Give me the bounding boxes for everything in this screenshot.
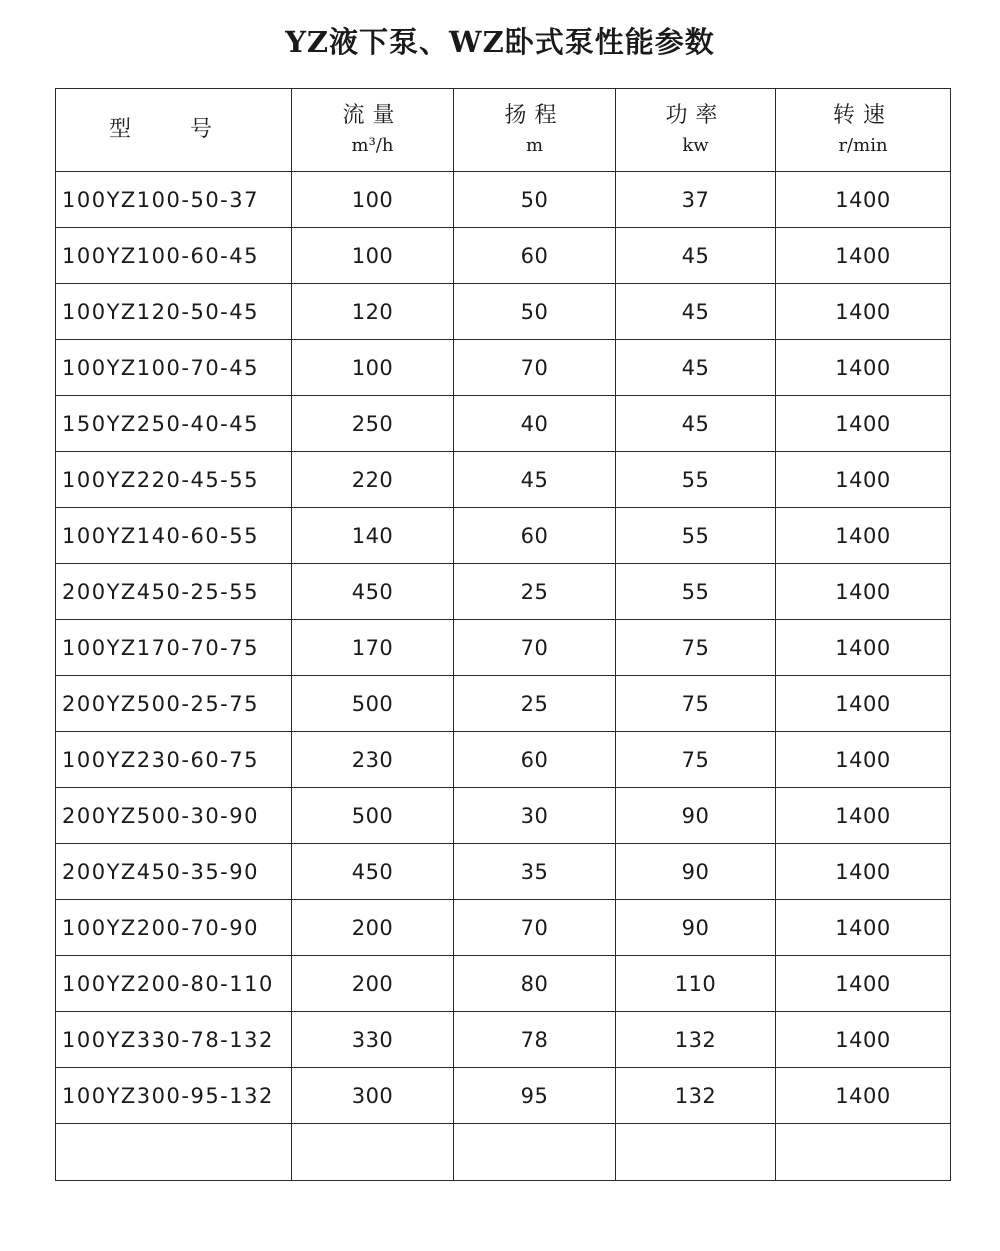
blank-cell — [292, 1124, 454, 1181]
cell-flow: 230 — [292, 732, 454, 788]
cell-flow: 450 — [292, 564, 454, 620]
cell-model: 200YZ500-30-90 — [56, 788, 292, 844]
header-head — [454, 89, 616, 172]
table-row — [56, 396, 951, 452]
cell-speed: 1400 — [776, 564, 951, 620]
table-body — [56, 172, 951, 1181]
header-model — [56, 89, 292, 172]
cell-head: 30 — [454, 788, 616, 844]
cell-model: 100YZ100-60-45 — [56, 228, 292, 284]
cell-flow: 100 — [292, 172, 454, 228]
header-model-label: 型 号 — [109, 117, 238, 142]
cell-flow: 300 — [292, 1068, 454, 1124]
cell-model: 100YZ200-80-110 — [56, 956, 292, 1012]
table-row — [56, 956, 951, 1012]
cell-power: 37 — [616, 172, 776, 228]
cell-model: 100YZ100-50-37 — [56, 172, 292, 228]
table-row — [56, 1012, 951, 1068]
cell-speed: 1400 — [776, 620, 951, 676]
cell-power: 45 — [616, 284, 776, 340]
blank-cell — [454, 1124, 616, 1181]
header-speed — [776, 89, 951, 172]
cell-power: 45 — [616, 396, 776, 452]
header-speed-unit: r/min — [838, 135, 888, 156]
pump-spec-table — [55, 88, 951, 1181]
header-speed-label: 转速 — [832, 103, 893, 128]
blank-cell — [56, 1124, 292, 1181]
table-row — [56, 340, 951, 396]
cell-model: 200YZ450-35-90 — [56, 844, 292, 900]
table-row — [56, 1068, 951, 1124]
cell-head: 60 — [454, 228, 616, 284]
header-row — [56, 89, 951, 172]
cell-flow: 500 — [292, 788, 454, 844]
table-row — [56, 620, 951, 676]
table-row — [56, 676, 951, 732]
cell-head: 40 — [454, 396, 616, 452]
cell-power: 90 — [616, 900, 776, 956]
cell-power: 110 — [616, 956, 776, 1012]
header-power — [616, 89, 776, 172]
cell-model: 150YZ250-40-45 — [56, 396, 292, 452]
table-row — [56, 284, 951, 340]
cell-power: 75 — [616, 676, 776, 732]
cell-power: 55 — [616, 564, 776, 620]
cell-flow: 500 — [292, 676, 454, 732]
cell-flow: 200 — [292, 900, 454, 956]
cell-speed: 1400 — [776, 732, 951, 788]
cell-head: 80 — [454, 956, 616, 1012]
cell-speed: 1400 — [776, 340, 951, 396]
cell-speed: 1400 — [776, 284, 951, 340]
header-head-label: 扬程 — [504, 103, 565, 128]
blank-cell — [776, 1124, 951, 1181]
cell-flow: 100 — [292, 228, 454, 284]
cell-model: 100YZ300-95-132 — [56, 1068, 292, 1124]
table-row — [56, 788, 951, 844]
table-row — [56, 172, 951, 228]
table-row — [56, 564, 951, 620]
cell-flow: 200 — [292, 956, 454, 1012]
cell-speed: 1400 — [776, 508, 951, 564]
cell-speed: 1400 — [776, 228, 951, 284]
cell-head: 60 — [454, 732, 616, 788]
cell-power: 45 — [616, 340, 776, 396]
cell-model: 100YZ140-60-55 — [56, 508, 292, 564]
cell-speed: 1400 — [776, 900, 951, 956]
cell-head: 50 — [454, 172, 616, 228]
header-head-unit: m — [525, 135, 544, 156]
cell-power: 75 — [616, 620, 776, 676]
cell-power: 132 — [616, 1068, 776, 1124]
cell-speed: 1400 — [776, 452, 951, 508]
cell-head: 25 — [454, 564, 616, 620]
table-row — [56, 900, 951, 956]
blank-cell — [616, 1124, 776, 1181]
cell-speed: 1400 — [776, 676, 951, 732]
cell-speed: 1400 — [776, 788, 951, 844]
cell-flow: 220 — [292, 452, 454, 508]
header-flow-label: 流量 — [342, 103, 403, 128]
header-power-label: 功率 — [665, 103, 726, 128]
cell-head: 50 — [454, 284, 616, 340]
cell-model: 100YZ200-70-90 — [56, 900, 292, 956]
cell-model: 100YZ220-45-55 — [56, 452, 292, 508]
cell-power: 55 — [616, 452, 776, 508]
header-flow-unit: m³/h — [351, 135, 394, 156]
table-row — [56, 228, 951, 284]
page-title: YZ液下泵、WZ卧式泵性能参数 — [285, 25, 715, 59]
cell-flow: 140 — [292, 508, 454, 564]
cell-speed: 1400 — [776, 956, 951, 1012]
header-power-unit: kw — [682, 135, 709, 156]
cell-head: 95 — [454, 1068, 616, 1124]
cell-model: 200YZ500-25-75 — [56, 676, 292, 732]
header-flow — [292, 89, 454, 172]
cell-speed: 1400 — [776, 172, 951, 228]
cell-model: 100YZ120-50-45 — [56, 284, 292, 340]
cell-head: 25 — [454, 676, 616, 732]
blank-row — [56, 1124, 951, 1181]
table-row — [56, 732, 951, 788]
cell-speed: 1400 — [776, 1012, 951, 1068]
cell-flow: 120 — [292, 284, 454, 340]
cell-speed: 1400 — [776, 1068, 951, 1124]
cell-flow: 170 — [292, 620, 454, 676]
cell-model: 100YZ330-78-132 — [56, 1012, 292, 1068]
cell-speed: 1400 — [776, 844, 951, 900]
cell-head: 60 — [454, 508, 616, 564]
cell-power: 90 — [616, 844, 776, 900]
cell-model: 200YZ450-25-55 — [56, 564, 292, 620]
cell-power: 75 — [616, 732, 776, 788]
table-row — [56, 452, 951, 508]
cell-power: 90 — [616, 788, 776, 844]
cell-model: 100YZ170-70-75 — [56, 620, 292, 676]
cell-head: 70 — [454, 340, 616, 396]
table-header — [56, 89, 951, 172]
cell-power: 132 — [616, 1012, 776, 1068]
table-row — [56, 844, 951, 900]
cell-flow: 100 — [292, 340, 454, 396]
cell-speed: 1400 — [776, 396, 951, 452]
cell-head: 35 — [454, 844, 616, 900]
cell-head: 70 — [454, 620, 616, 676]
cell-head: 70 — [454, 900, 616, 956]
cell-power: 45 — [616, 228, 776, 284]
cell-model: 100YZ100-70-45 — [56, 340, 292, 396]
cell-flow: 250 — [292, 396, 454, 452]
cell-head: 45 — [454, 452, 616, 508]
cell-power: 55 — [616, 508, 776, 564]
cell-head: 78 — [454, 1012, 616, 1068]
cell-flow: 450 — [292, 844, 454, 900]
table-row — [56, 508, 951, 564]
cell-flow: 330 — [292, 1012, 454, 1068]
cell-model: 100YZ230-60-75 — [56, 732, 292, 788]
